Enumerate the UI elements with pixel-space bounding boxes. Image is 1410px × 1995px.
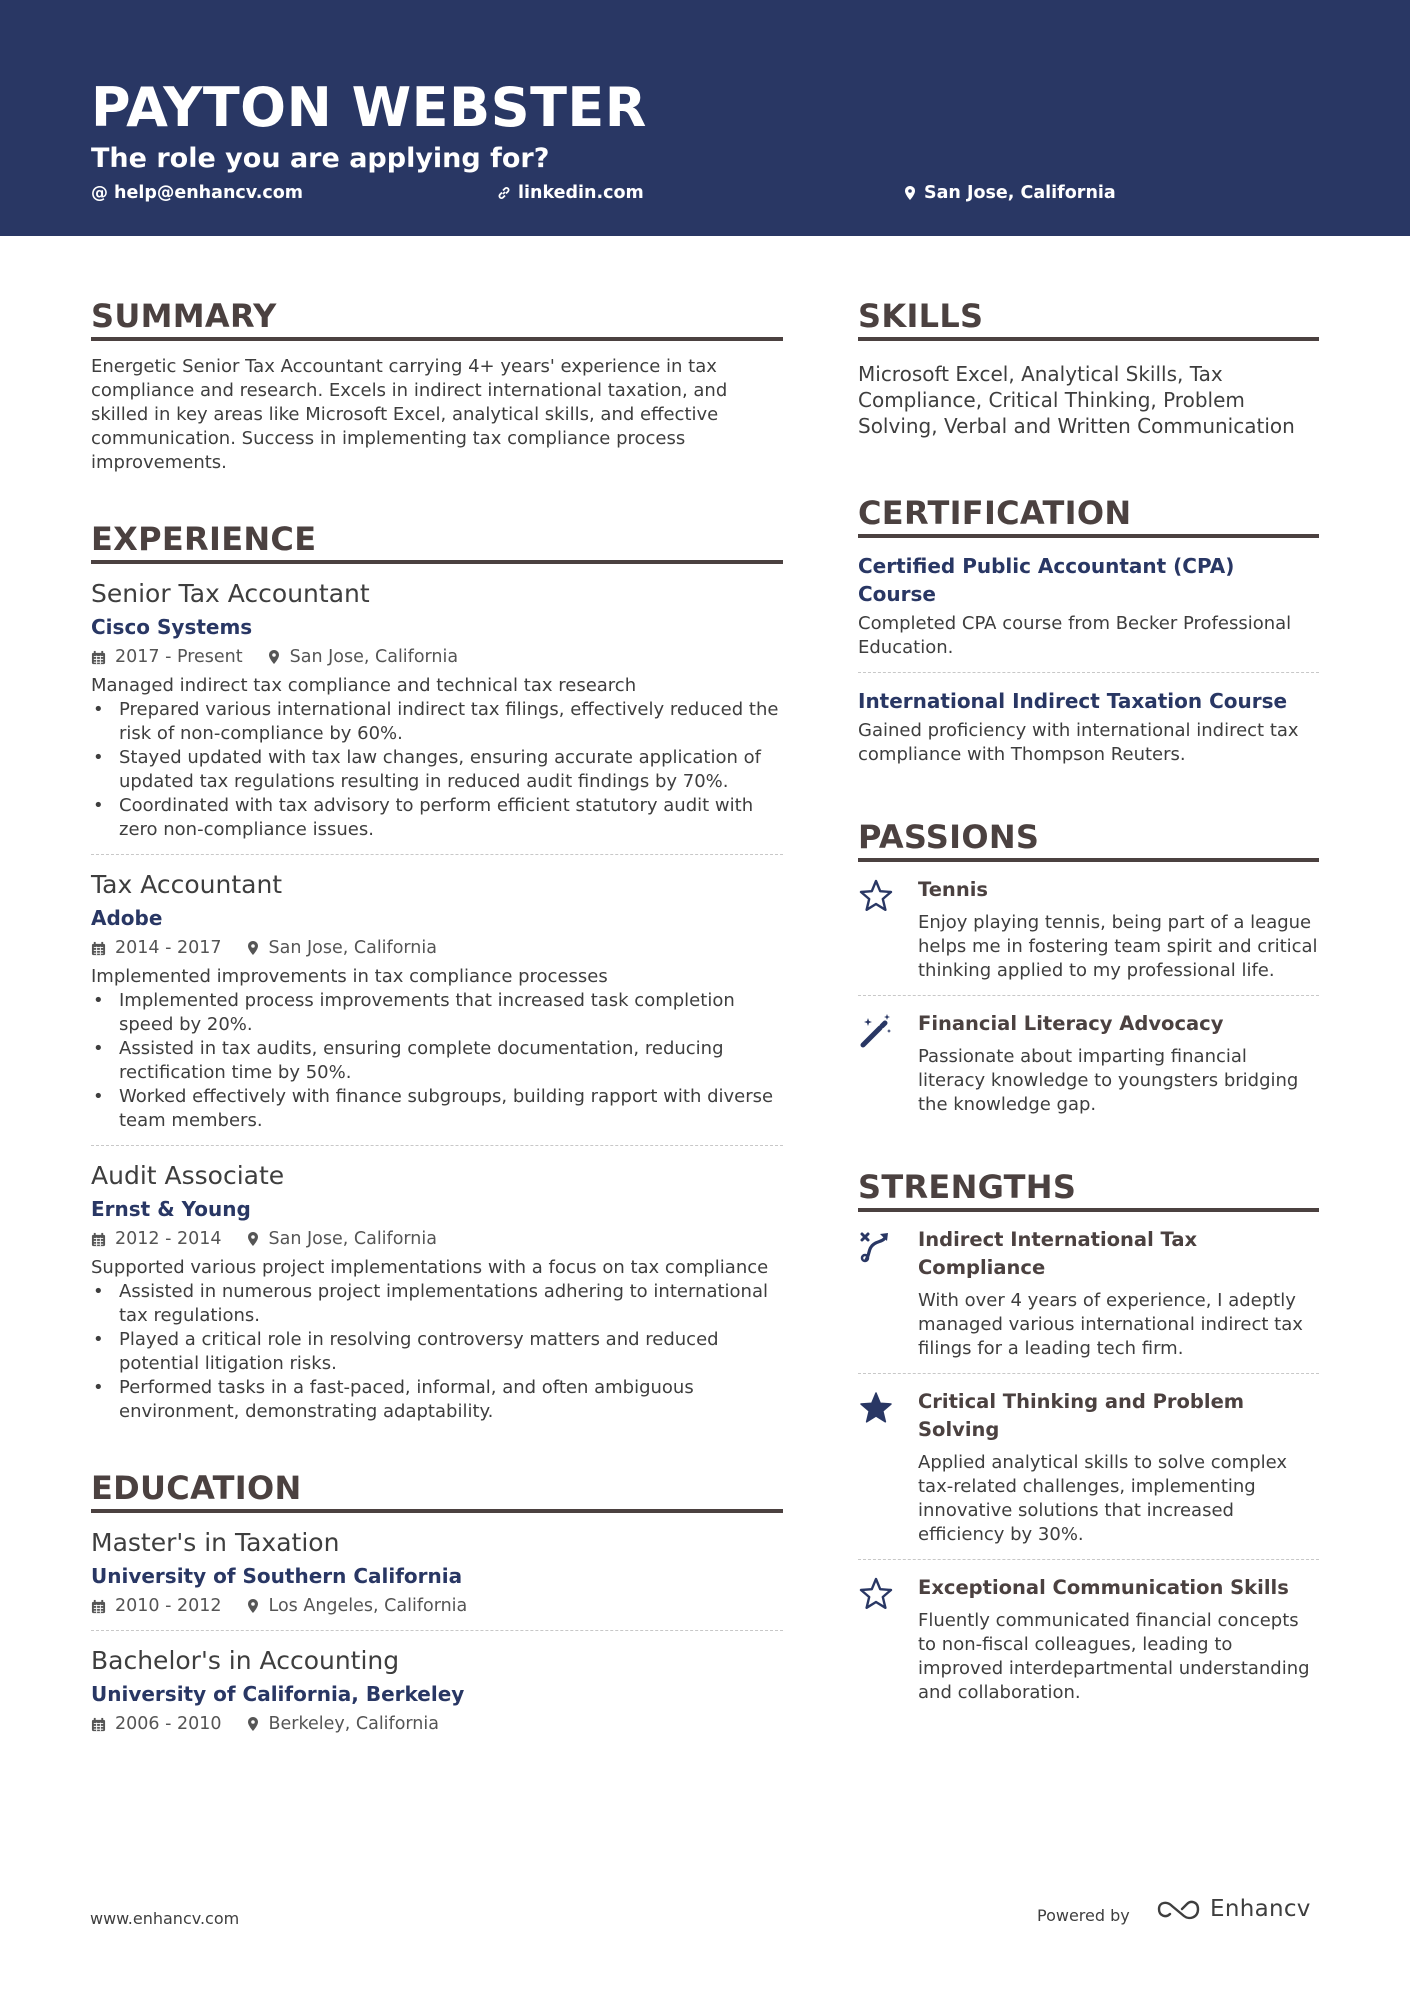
job-location-text: San Jose, California	[289, 647, 459, 667]
skills-text: Microsoft Excel, Analytical Skills, Tax Compliance, Critical Thinking, Problem Solving, Verbal and Written Communication	[858, 362, 1295, 438]
strength-title: Exceptional Communication Skills	[918, 1576, 1289, 1599]
contact-location	[902, 183, 1116, 203]
strength-icon-wrap	[858, 1388, 918, 1547]
skills-section	[858, 296, 1319, 439]
job-dates: 2012 - 2014	[115, 1229, 222, 1249]
job-dates: 2017 - Present	[115, 647, 243, 667]
passion-description: Enjoy playing tennis, being part of a league helps me in fostering team spirit and critical thinking applied to my professional life.	[918, 912, 1318, 981]
experience-entry	[91, 1160, 783, 1424]
education-dates: 2006 - 2010	[115, 1714, 222, 1734]
certification-description: Gained proficiency with international indirect tax compliance with Thompson Reuters.	[858, 720, 1299, 765]
right-column	[858, 296, 1319, 1705]
entry-divider	[91, 1630, 783, 1631]
certification-section	[858, 493, 1319, 767]
strengths-section	[858, 1167, 1319, 1705]
map-pin-icon	[267, 649, 281, 665]
experience-entry	[91, 578, 783, 842]
powered-by-label: Powered by	[1037, 1906, 1130, 1925]
summary-heading: SUMMARY	[91, 296, 783, 341]
footer-url[interactable]: www.enhancv.com	[90, 1909, 240, 1928]
bullet-item: • Performed tasks in a fast-paced, informal, and often ambiguous environment, demonstrating adaptability.	[91, 1376, 783, 1424]
email-text: help@enhancv.com	[114, 183, 304, 203]
map-pin-icon	[246, 940, 260, 956]
education-location-text: Berkeley, California	[268, 1714, 439, 1734]
entry-divider	[858, 1559, 1319, 1560]
certification-description: Completed CPA course from Becker Professional Education.	[858, 613, 1292, 658]
location-text: San Jose, California	[924, 183, 1116, 203]
calendar-icon	[91, 1717, 106, 1732]
job-location	[267, 645, 458, 669]
job-bullets	[91, 1280, 783, 1424]
strength-icon-wrap	[858, 1574, 918, 1705]
target-role: The role you are applying for?	[91, 143, 550, 174]
strengths-heading: STRENGTHS	[858, 1167, 1319, 1212]
school-name: University of California, Berkeley	[91, 1682, 465, 1706]
map-pin-icon	[246, 1231, 260, 1247]
certification-heading: CERTIFICATION	[858, 493, 1319, 538]
education-location	[246, 1712, 439, 1736]
experience-heading: EXPERIENCE	[91, 519, 783, 564]
job-bullets	[91, 989, 783, 1133]
education-heading: EDUCATION	[91, 1468, 783, 1513]
education-entry	[91, 1527, 783, 1618]
strength-item	[858, 1226, 1319, 1361]
education-meta	[91, 1594, 783, 1618]
job-location-text: San Jose, California	[268, 1229, 437, 1249]
strength-body	[918, 1226, 1319, 1361]
experience-section	[91, 519, 783, 1424]
job-title: Tax Accountant	[91, 870, 283, 899]
company-name: Cisco Systems	[91, 615, 253, 639]
certification-entry	[858, 552, 1319, 660]
strategy-icon	[858, 1228, 894, 1264]
summary-text: Energetic Senior Tax Accountant carrying 4+ years' experience in tax compliance and research. Excels in indirect international taxation, and skilled in key areas like Microsoft Excel, analytical skills, and effective communication. Success in implementing tax compliance process improvements.	[91, 356, 728, 473]
calendar-icon	[91, 1232, 106, 1247]
passion-icon-wrap	[858, 1010, 918, 1117]
bullet-item: • Played a critical role in resolving controversy matters and reduced potential litigation risks.	[91, 1328, 783, 1376]
job-description: Managed indirect tax compliance and technical tax research	[91, 675, 637, 696]
strength-icon-wrap	[858, 1226, 918, 1361]
star-filled-icon	[858, 1390, 894, 1426]
certification-title: International Indirect Taxation Course	[858, 689, 1288, 713]
experience-entry	[91, 869, 783, 1133]
job-meta	[91, 1227, 783, 1251]
star-outline-icon	[858, 878, 894, 914]
strength-body	[918, 1388, 1319, 1547]
entry-divider	[858, 1373, 1319, 1374]
job-meta	[91, 645, 783, 669]
bullet-item: • Stayed updated with tax law changes, ensuring accurate application of updated tax regulations resulting in reduced audit findings by 70%.	[91, 746, 783, 794]
company-name: Ernst & Young	[91, 1197, 251, 1221]
magic-wand-icon	[858, 1012, 894, 1048]
job-location	[246, 936, 437, 960]
degree-title: Master's in Taxation	[91, 1528, 340, 1557]
bullet-item: • Assisted in numerous project implementations adhering to international tax regulations.	[91, 1280, 783, 1328]
passion-description: Passionate about imparting financial literacy knowledge to youngsters bridging the knowledge gap.	[918, 1046, 1299, 1115]
passion-body	[918, 1010, 1319, 1117]
brand-name: Enhancv	[1210, 1896, 1311, 1922]
strength-item	[858, 1388, 1319, 1547]
skills-heading: SKILLS	[858, 296, 1319, 341]
passion-title: Tennis	[918, 878, 988, 901]
strength-title: Critical Thinking and Problem Solving	[918, 1390, 1245, 1441]
strength-description: With over 4 years of experience, I adeptly managed various international indirect tax filings for a leading tech firm.	[918, 1290, 1303, 1359]
at-icon: @	[91, 183, 108, 203]
contact-email[interactable]	[91, 183, 303, 203]
link-icon	[496, 185, 512, 201]
bullet-item: • Coordinated with tax advisory to perform efficient statutory audit with zero non-compliance issues.	[91, 794, 783, 842]
passion-title: Financial Literacy Advocacy	[918, 1012, 1224, 1035]
passion-item	[858, 876, 1319, 983]
strength-description: Fluently communicated financial concepts to non-fiscal colleagues, leading to improved interdepartmental understanding and collaboration.	[918, 1610, 1310, 1703]
certification-title: Certified Public Accountant (CPA) Course	[858, 554, 1235, 606]
passion-body	[918, 876, 1319, 983]
star-outline-icon	[858, 1576, 894, 1612]
left-column	[91, 296, 783, 1736]
calendar-icon	[91, 650, 106, 665]
job-bullets	[91, 698, 783, 842]
job-description: Implemented improvements in tax compliance processes	[91, 966, 608, 987]
strength-body	[918, 1574, 1319, 1705]
contact-linkedin[interactable]	[496, 183, 644, 203]
job-location-text: San Jose, California	[268, 938, 437, 958]
enhancv-logo-icon	[1156, 1896, 1202, 1922]
certification-entry	[858, 687, 1319, 767]
bullet-item: • Prepared various international indirect tax filings, effectively reduced the risk of non-compliance by 60%.	[91, 698, 783, 746]
strength-item	[858, 1574, 1319, 1705]
entry-divider	[91, 854, 783, 855]
job-meta	[91, 936, 783, 960]
calendar-icon	[91, 1599, 106, 1614]
education-entry	[91, 1645, 783, 1736]
map-pin-icon	[902, 185, 918, 201]
strength-title: Indirect International Tax Compliance	[918, 1228, 1198, 1279]
company-name: Adobe	[91, 906, 163, 930]
entry-divider	[91, 1145, 783, 1146]
degree-title: Bachelor's in Accounting	[91, 1646, 400, 1675]
education-section	[91, 1468, 783, 1736]
job-title: Senior Tax Accountant	[91, 579, 370, 608]
linkedin-text: linkedin.com	[518, 183, 644, 203]
summary-section	[91, 296, 783, 475]
passions-section	[858, 817, 1319, 1117]
job-title: Audit Associate	[91, 1161, 285, 1190]
education-dates: 2010 - 2012	[115, 1596, 222, 1616]
education-location	[246, 1594, 468, 1618]
passion-item	[858, 1010, 1319, 1117]
resume-header	[0, 0, 1410, 236]
strength-description: Applied analytical skills to solve complex tax-related challenges, implementing innovative solutions that increased efficiency by 30%.	[918, 1452, 1288, 1545]
education-location-text: Los Angeles, California	[268, 1596, 468, 1616]
calendar-icon	[91, 941, 106, 956]
education-meta	[91, 1712, 783, 1736]
job-location	[246, 1227, 437, 1251]
bullet-item: • Implemented process improvements that increased task completion speed by 20%.	[91, 989, 783, 1037]
job-description: Supported various project implementations with a focus on tax compliance	[91, 1257, 769, 1278]
map-pin-icon	[246, 1598, 260, 1614]
passions-heading: PASSIONS	[858, 817, 1319, 862]
brand-logo[interactable]	[1156, 1896, 1311, 1922]
school-name: University of Southern California	[91, 1564, 463, 1588]
job-dates: 2014 - 2017	[115, 938, 222, 958]
bullet-item: • Assisted in tax audits, ensuring complete documentation, reducing rectification time by 50%.	[91, 1037, 783, 1085]
entry-divider	[858, 995, 1319, 996]
passion-icon-wrap	[858, 876, 918, 983]
candidate-name: PAYTON WEBSTER	[91, 76, 647, 139]
bullet-item: • Worked effectively with finance subgroups, building rapport with diverse team members.	[91, 1085, 783, 1133]
map-pin-icon	[246, 1716, 260, 1732]
entry-divider	[858, 672, 1319, 673]
